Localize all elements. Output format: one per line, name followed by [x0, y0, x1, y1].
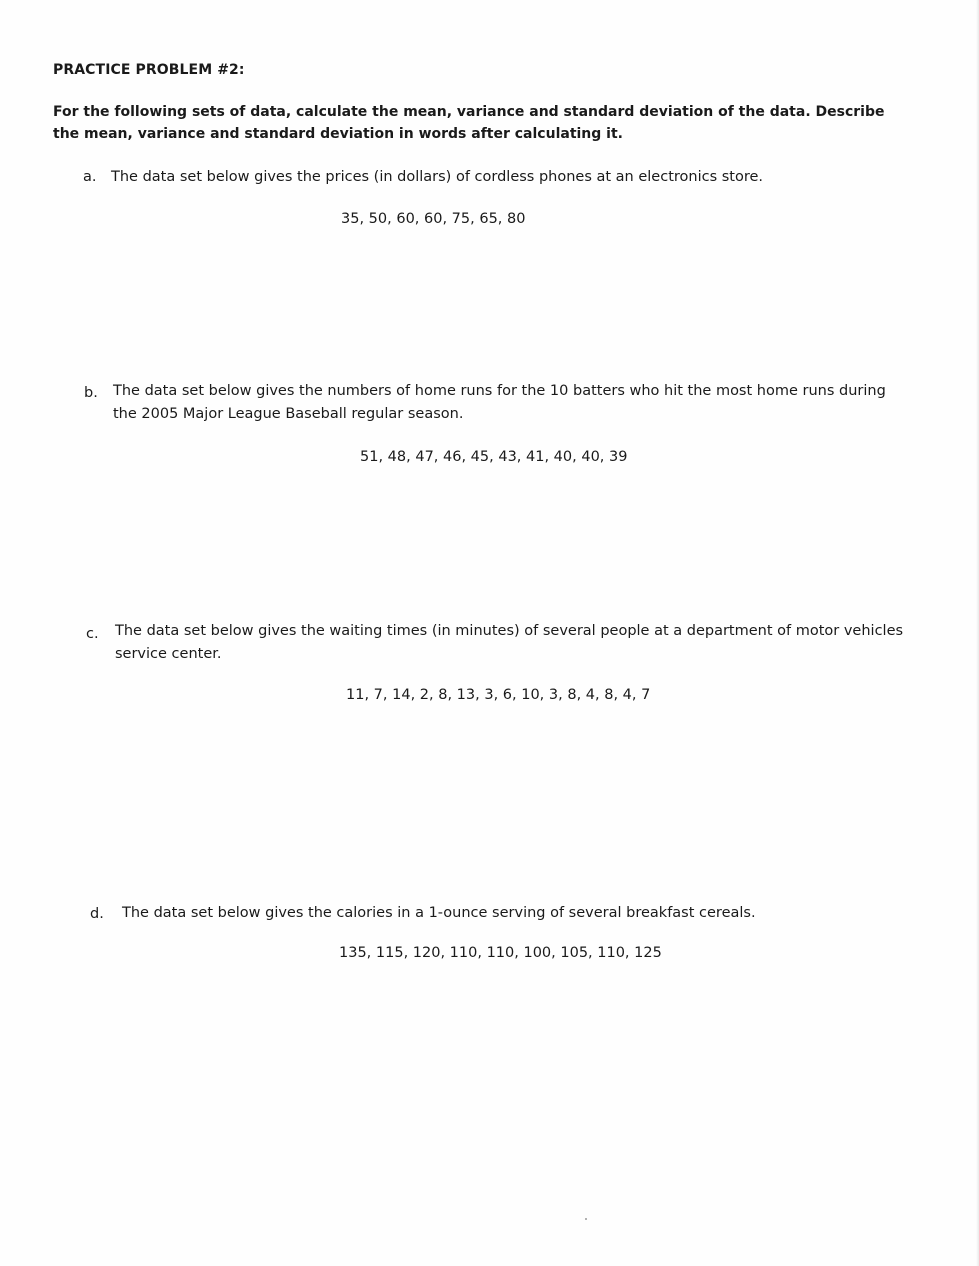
- problem-d-text: The data set below gives the calories in a 1-ounce serving of several breakfast cereals.: [122, 905, 756, 921]
- problem-a-text: The data set below gives the prices (in dollars) of cordless phones at an electronics store.: [111, 169, 764, 185]
- scan-speck: [585, 1218, 587, 1220]
- problem-d-label: d.: [90, 906, 104, 922]
- problem-c-data: 11, 7, 14, 2, 8, 13, 3, 6, 10, 3, 8, 4, 8, 4, 7: [346, 687, 651, 703]
- problem-c-text: The data set below gives the waiting times (in minutes) of several people at a department of motor vehicles service center.: [115, 623, 904, 662]
- problem-a-data: 35, 50, 60, 60, 75, 65, 80: [341, 211, 526, 227]
- instructions-paragraph: For the following sets of data, calculate the mean, variance and standard deviation of the data. Describe the mean, variance and standard deviation in words after calculating it.: [53, 104, 885, 142]
- problem-b-text: The data set below gives the numbers of home runs for the 10 batters who hit the most home runs during the 2005 Major League Baseball regular season.: [113, 383, 886, 422]
- problem-c-label: c.: [86, 626, 99, 642]
- problem-b-data: 51, 48, 47, 46, 45, 43, 41, 40, 40, 39: [360, 449, 628, 465]
- page-title: PRACTICE PROBLEM #2:: [53, 62, 245, 78]
- problem-d-data: 135, 115, 120, 110, 110, 100, 105, 110, 125: [339, 945, 662, 961]
- problem-a-label: a.: [83, 169, 97, 185]
- problem-b-label: b.: [84, 385, 98, 401]
